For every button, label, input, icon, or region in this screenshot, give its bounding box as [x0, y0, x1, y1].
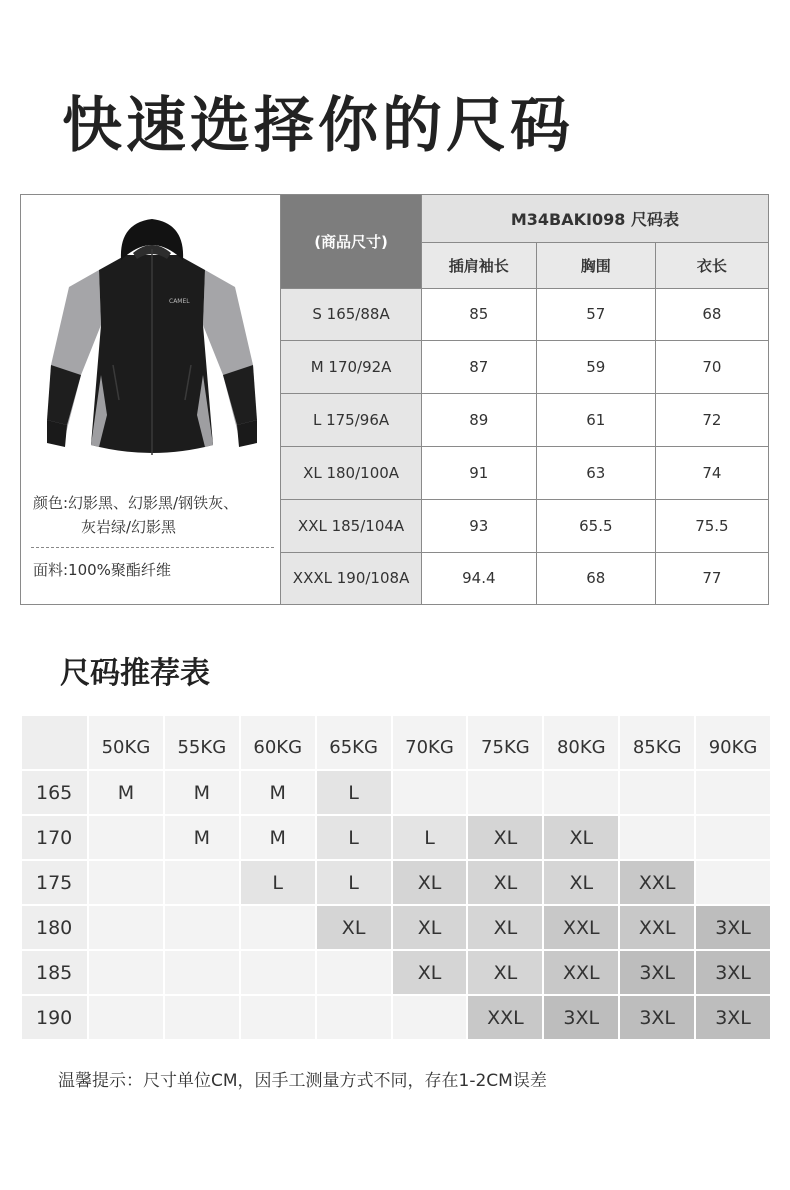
table-cell: 77	[655, 552, 768, 604]
table-title: M34BAKI098 尺码表	[421, 195, 768, 242]
table-cell: 91	[421, 447, 536, 500]
table-row	[281, 394, 768, 447]
table-cell: 72	[655, 394, 768, 447]
recommend-cell	[89, 996, 163, 1039]
recommend-cell: XL	[468, 906, 542, 949]
color-line-1: 颜色:幻影黑、幻影黑/钢铁灰、	[33, 494, 239, 512]
recommend-cell	[89, 906, 163, 949]
weight-header: 80KG	[544, 716, 618, 769]
table-row	[281, 341, 768, 394]
recommend-cell: XXL	[544, 951, 618, 994]
table-cell: 63	[536, 447, 655, 500]
recommend-cell	[696, 771, 770, 814]
recommend-cell	[393, 996, 467, 1039]
recommend-cell	[317, 951, 391, 994]
size-label: XL 180/100A	[281, 447, 421, 500]
table-row	[281, 552, 768, 604]
recommend-cell: 3XL	[620, 951, 694, 994]
weight-header: 65KG	[317, 716, 391, 769]
grid-corner	[22, 716, 87, 769]
weight-header: 75KG	[468, 716, 542, 769]
dashed-divider	[31, 547, 274, 548]
recommend-cell: XL	[544, 816, 618, 859]
recommend-cell: XL	[393, 951, 467, 994]
recommend-cell: XXL	[620, 906, 694, 949]
recommend-cell: XL	[393, 906, 467, 949]
table-cell: 85	[421, 288, 536, 341]
recommend-cell	[620, 816, 694, 859]
recommend-cell: M	[165, 771, 239, 814]
product-panel	[21, 195, 281, 604]
jacket-image	[41, 215, 263, 465]
color-info	[33, 491, 238, 539]
recommend-cell: 3XL	[696, 996, 770, 1039]
height-label: 190	[22, 996, 87, 1039]
column-header: 插肩袖长	[421, 242, 536, 288]
table-cell: 61	[536, 394, 655, 447]
weight-header: 55KG	[165, 716, 239, 769]
recommend-cell	[317, 996, 391, 1039]
recommend-cell: L	[317, 771, 391, 814]
recommend-grid	[22, 716, 770, 1039]
recommend-cell: M	[89, 771, 163, 814]
recommend-cell: M	[165, 816, 239, 859]
height-label: 175	[22, 861, 87, 904]
size-chart-section	[20, 194, 769, 605]
recommend-cell: XXL	[620, 861, 694, 904]
size-label: S 165/88A	[281, 288, 421, 341]
table-row	[281, 447, 768, 500]
page-title: 快速选择你的尺码	[62, 91, 574, 161]
recommend-cell	[89, 951, 163, 994]
recommend-cell	[620, 771, 694, 814]
size-label: XXL 185/104A	[281, 500, 421, 553]
recommend-cell	[165, 861, 239, 904]
recommend-cell	[696, 816, 770, 859]
brand-logo: CAMEL	[169, 298, 190, 305]
table-cell: 70	[655, 341, 768, 394]
table-row	[281, 288, 768, 341]
weight-header: 60KG	[241, 716, 315, 769]
recommend-cell	[241, 996, 315, 1039]
recommend-cell	[165, 996, 239, 1039]
recommend-cell: XL	[468, 951, 542, 994]
recommend-cell	[544, 771, 618, 814]
recommend-cell: XXL	[468, 996, 542, 1039]
recommend-cell: L	[241, 861, 315, 904]
recommend-title: 尺码推荐表	[60, 656, 210, 691]
recommend-cell	[468, 771, 542, 814]
weight-header: 70KG	[393, 716, 467, 769]
recommend-cell: 3XL	[696, 951, 770, 994]
size-label: XXXL 190/108A	[281, 552, 421, 604]
recommend-cell	[89, 816, 163, 859]
recommend-cell: 3XL	[544, 996, 618, 1039]
recommend-cell	[241, 951, 315, 994]
recommend-cell: M	[241, 816, 315, 859]
recommend-cell	[165, 906, 239, 949]
recommend-cell: 3XL	[696, 906, 770, 949]
table-cell: 87	[421, 341, 536, 394]
weight-header: 50KG	[89, 716, 163, 769]
recommend-cell	[393, 771, 467, 814]
recommend-cell: XL	[393, 861, 467, 904]
table-cell: 74	[655, 447, 768, 500]
weight-header: 85KG	[620, 716, 694, 769]
height-label: 180	[22, 906, 87, 949]
table-cell: 57	[536, 288, 655, 341]
recommend-cell: XL	[544, 861, 618, 904]
height-label: 170	[22, 816, 87, 859]
recommend-cell	[241, 906, 315, 949]
recommend-cell: XL	[468, 861, 542, 904]
size-header: (商品尺寸)	[281, 195, 421, 288]
recommend-cell	[165, 951, 239, 994]
recommend-cell: XL	[317, 906, 391, 949]
table-cell: 68	[536, 552, 655, 604]
weight-header: 90KG	[696, 716, 770, 769]
recommend-cell: M	[241, 771, 315, 814]
recommend-cell	[696, 861, 770, 904]
recommend-cell: L	[317, 861, 391, 904]
column-header: 衣长	[655, 242, 768, 288]
footnote: 温馨提示：尺寸单位CM，因手工测量方式不同，存在1-2CM误差	[58, 1071, 547, 1091]
table-cell: 65.5	[536, 500, 655, 553]
recommend-cell: L	[317, 816, 391, 859]
table-cell: 59	[536, 341, 655, 394]
recommend-cell: XXL	[544, 906, 618, 949]
table-cell: 93	[421, 500, 536, 553]
recommend-cell: 3XL	[620, 996, 694, 1039]
table-cell: 89	[421, 394, 536, 447]
size-label: L 175/96A	[281, 394, 421, 447]
recommend-cell	[89, 861, 163, 904]
table-cell: 94.4	[421, 552, 536, 604]
table-cell: 75.5	[655, 500, 768, 553]
height-label: 165	[22, 771, 87, 814]
height-label: 185	[22, 951, 87, 994]
size-table	[281, 195, 768, 604]
column-header: 胸围	[536, 242, 655, 288]
recommend-cell: XL	[468, 816, 542, 859]
recommend-cell: L	[393, 816, 467, 859]
table-row	[281, 500, 768, 553]
size-label: M 170/92A	[281, 341, 421, 394]
color-line-2: 灰岩绿/幻影黑	[81, 518, 177, 536]
fabric-info: 面料:100%聚酯纤维	[33, 561, 171, 579]
table-cell: 68	[655, 288, 768, 341]
